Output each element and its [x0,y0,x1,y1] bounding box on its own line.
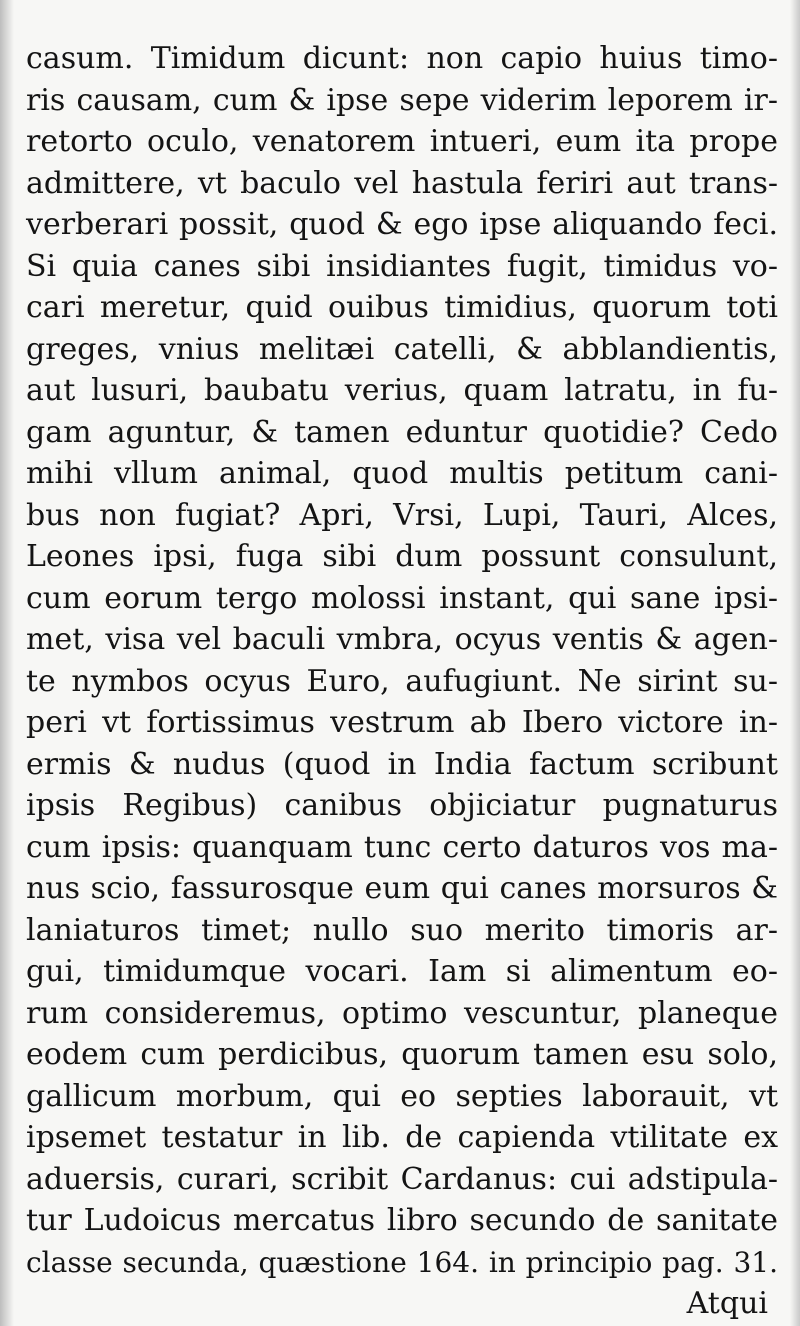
text-line: gui, timidumque vocari. Iam si alimentum eo- [26,954,778,989]
page-right-edge [790,0,800,1326]
text-line: aduersis, curari, scribit Cardanus: cui adstipula- [26,1161,778,1197]
text-line: Si quia canes sibi insidiantes fugit, timidus vo- [26,248,778,284]
text-line: ipsis Regibus) canibus objiciatur pugnaturus [26,788,778,823]
text-line: aut lusuri, baubatu verius, quam latratu, in fu- [26,373,778,408]
text-line: greges, vnius melitæi catelli, & abblandientis, [26,331,778,367]
text-line: casum. Timidum dicunt: non capio huius timo- [26,41,778,76]
text-line: bus non fugiat? Apri, Vrsi, Lupi, Tauri, Alces, [26,497,778,533]
text-line: tur Ludoicus mercatus libro secundo de sanitate [26,1203,778,1238]
catchword: Atqui [686,1286,768,1321]
page-left-edge [0,0,14,1326]
text-line: mihi vllum animal, quod multis petitum cani- [26,456,778,491]
text-line: nus scio, fassurosque eum qui canes morsuros & [26,871,778,906]
text-line: gallicum morbum, qui eo septies laborauit, vt [26,1078,778,1114]
text-line: classe secunda, quæstione 164. in principio pag. 31. [26,1245,778,1279]
text-line: rum consideremus, optimo vescuntur, planeque [26,995,778,1031]
text-line: eodem cum perdicibus, quorum tamen esu solo, [26,1037,778,1072]
text-line: ris causam, cum & ipse sepe viderim leporem ir- [26,82,778,118]
text-line: admittere, vt baculo vel hastula feriri aut trans- [26,165,778,201]
body-text [26,38,778,1325]
text-line: met, visa vel baculi vmbra, ocyus ventis & agen- [26,622,778,657]
text-line: retorto oculo, venatorem intueri, eum ita prope [26,124,778,159]
text-line: gam aguntur, & tamen eduntur quotidie? Cedo [26,414,778,450]
text-line: verberari possit, quod & ego ipse aliquando feci. [26,207,778,242]
text-line: peri vt fortissimus vestrum ab Ibero victore in- [26,705,778,740]
text-line: ipsemet testatur in lib. de capienda vtilitate ex [26,1120,778,1155]
text-line: Leones ipsi, fuga sibi dum possunt consulunt, [26,539,778,574]
text-line: te nymbos ocyus Euro, aufugiunt. Ne sirint su- [26,663,778,699]
text-line: cum eorum tergo molossi instant, qui sane ipsi- [26,580,778,616]
text-line: ermis & nudus (quod in India factum scribunt [26,746,778,782]
text-line: laniaturos timet; nullo suo merito timoris ar- [26,912,778,948]
text-line: cum ipsis: quanquam tunc certo daturos vos ma- [26,829,778,865]
text-line: cari meretur, quid ouibus timidius, quorum toti [26,290,778,325]
